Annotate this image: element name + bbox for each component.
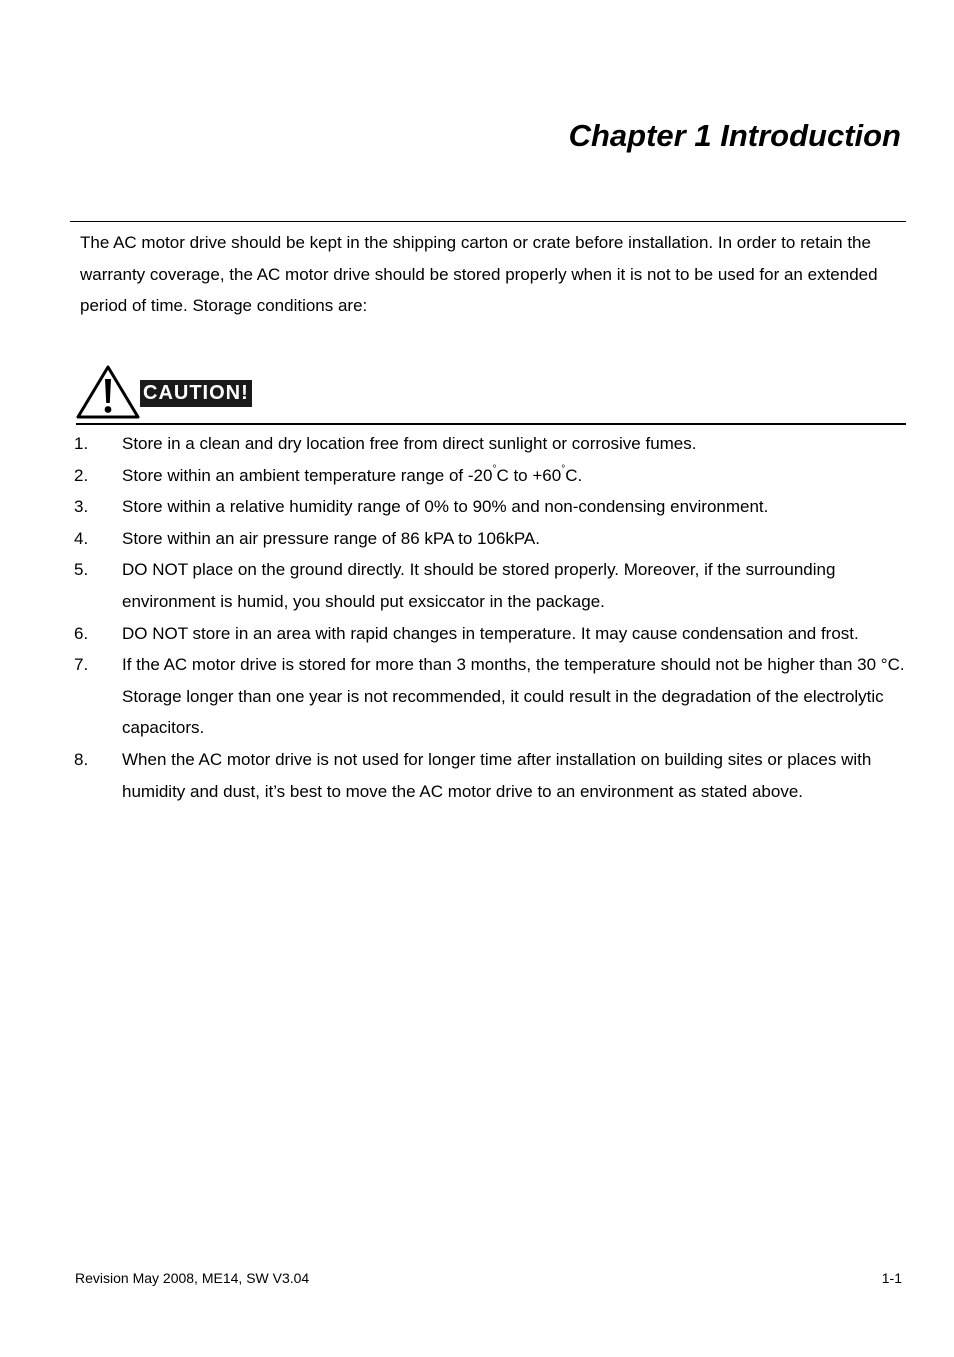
list-item-number: 3.: [74, 497, 89, 517]
list-item-text: C to +60: [496, 465, 562, 485]
list-item: [74, 744, 906, 807]
list-item-text: Store within a relative humidity range of 0% to 90% and non-condensing environment.: [122, 497, 769, 517]
list-item: [74, 523, 906, 555]
list-item: [74, 491, 906, 523]
list-item-text: Store within an air pressure range of 86 kPA to 106kPA.: [122, 528, 540, 548]
intro-paragraph: The AC motor drive should be kept in the shipping carton or crate before installation. In order to retain the warranty coverage, the AC motor drive should be stored properly when it is not to be used for an extended period of time. Storage conditions are:: [80, 233, 878, 315]
list-item-number: 5.: [74, 560, 89, 580]
list-item-number: 8.: [74, 749, 89, 769]
list-item-text: If the AC motor drive is stored for more than 3 months, the temperature should not be higher than 30 °C. Storage longer than one year is not recommended, it could result in the degradation of the electrolytic capacitors.: [122, 655, 905, 738]
list-item: [74, 649, 906, 744]
list-item-text: Store in a clean and dry location free from direct sunlight or corrosive fumes.: [122, 434, 697, 453]
chapter-title: Chapter 1 Introduction: [568, 118, 901, 153]
list-item: [74, 554, 906, 617]
footer-page-number: 1-1: [881, 1270, 902, 1286]
list-item-text: Store within an ambient temperature range of -20: [122, 465, 493, 485]
footer-revision: Revision May 2008, ME14, SW V3.04: [75, 1270, 310, 1286]
list-item: [74, 618, 906, 650]
caution-label: CAUTION!: [140, 380, 252, 407]
warning-triangle-icon: [76, 365, 140, 419]
degree-symbol: °: [492, 463, 497, 475]
list-item-number: 4.: [74, 528, 89, 548]
list-item-number: 1.: [74, 434, 89, 453]
list-item-text: C.: [565, 465, 583, 485]
list-item-number: 6.: [74, 623, 89, 643]
header-divider: [70, 221, 906, 222]
list-item-text: When the AC motor drive is not used for longer time after installation on building sites or places with humidity and dust, it’s best to move the AC motor drive to an environment as stated above.: [122, 749, 872, 801]
list-item: [74, 428, 906, 460]
list-item-number: 7.: [74, 655, 89, 675]
list-item-number: 2.: [74, 465, 89, 485]
storage-conditions-list: [74, 428, 906, 807]
list-item-text: DO NOT store in an area with rapid changes in temperature. It may cause condensation and frost.: [122, 623, 859, 643]
list-item-text: DO NOT place on the ground directly. It should be stored properly. Moreover, if the surrounding environment is humid, you should put exsiccator in the package.: [122, 560, 836, 611]
caution-divider: [76, 423, 906, 425]
list-item: [74, 460, 906, 492]
degree-symbol: °: [561, 463, 566, 475]
